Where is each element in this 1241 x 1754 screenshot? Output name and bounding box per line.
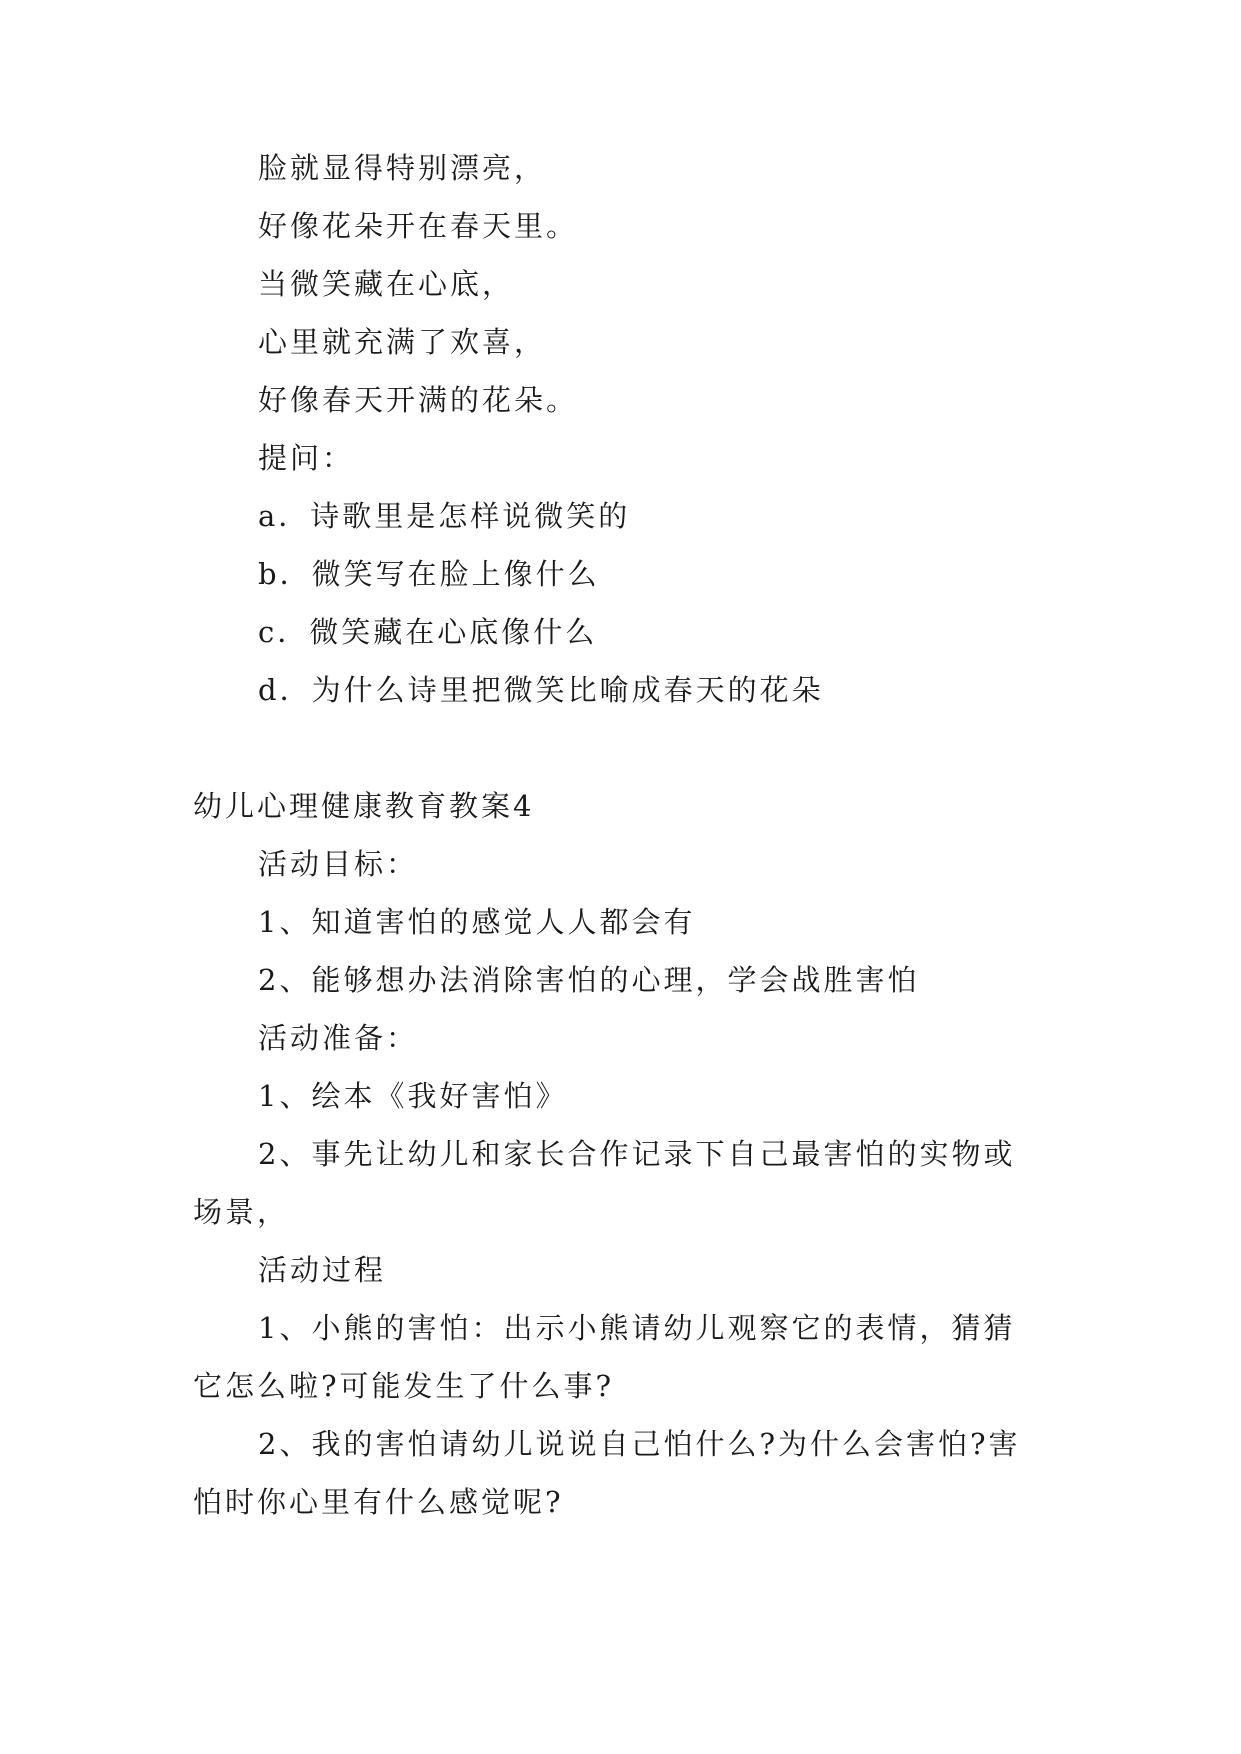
- process-item-continued: 怕时你心里有什么感觉呢?: [193, 1485, 564, 1519]
- goals-label: 活动目标：: [258, 847, 419, 881]
- process-item: 2、我的害怕请幼儿说说自己怕什么?为什么会害怕?害: [258, 1427, 1021, 1461]
- process-item: 1、小熊的害怕：出示小熊请幼儿观察它的表情，猜猜: [258, 1311, 1016, 1345]
- poem-line: 脸就显得特别漂亮，: [258, 151, 547, 185]
- poem-line: 心里就充满了欢喜，: [258, 325, 547, 359]
- prep-item: 1、绘本《我好害怕》: [258, 1079, 568, 1113]
- process-item-continued: 它怎么啦?可能发生了什么事?: [193, 1369, 615, 1403]
- question-item: d．为什么诗里把微笑比喻成春天的花朵: [258, 673, 824, 707]
- question-item: c．微笑藏在心底像什么: [258, 615, 598, 649]
- process-label: 活动过程: [258, 1253, 387, 1287]
- section-title: 幼儿心理健康教育教案4: [193, 789, 535, 823]
- goal-item: 2、能够想办法消除害怕的心理，学会战胜害怕: [258, 963, 920, 997]
- prep-item-continued: 场景，: [193, 1195, 290, 1229]
- poem-line: 好像花朵开在春天里。: [258, 209, 579, 243]
- prep-item: 2、事先让幼儿和家长合作记录下自己最害怕的实物或: [258, 1137, 1016, 1171]
- prep-label: 活动准备：: [258, 1021, 419, 1055]
- question-item: a．诗歌里是怎样说微笑的: [258, 499, 631, 533]
- poem-line: 好像春天开满的花朵。: [258, 383, 579, 417]
- poem-line: 当微笑藏在心底，: [258, 267, 515, 301]
- goal-item: 1、知道害怕的感觉人人都会有: [258, 905, 696, 939]
- questions-label: 提问：: [258, 441, 355, 475]
- question-item: b．微笑写在脸上像什么: [258, 557, 600, 591]
